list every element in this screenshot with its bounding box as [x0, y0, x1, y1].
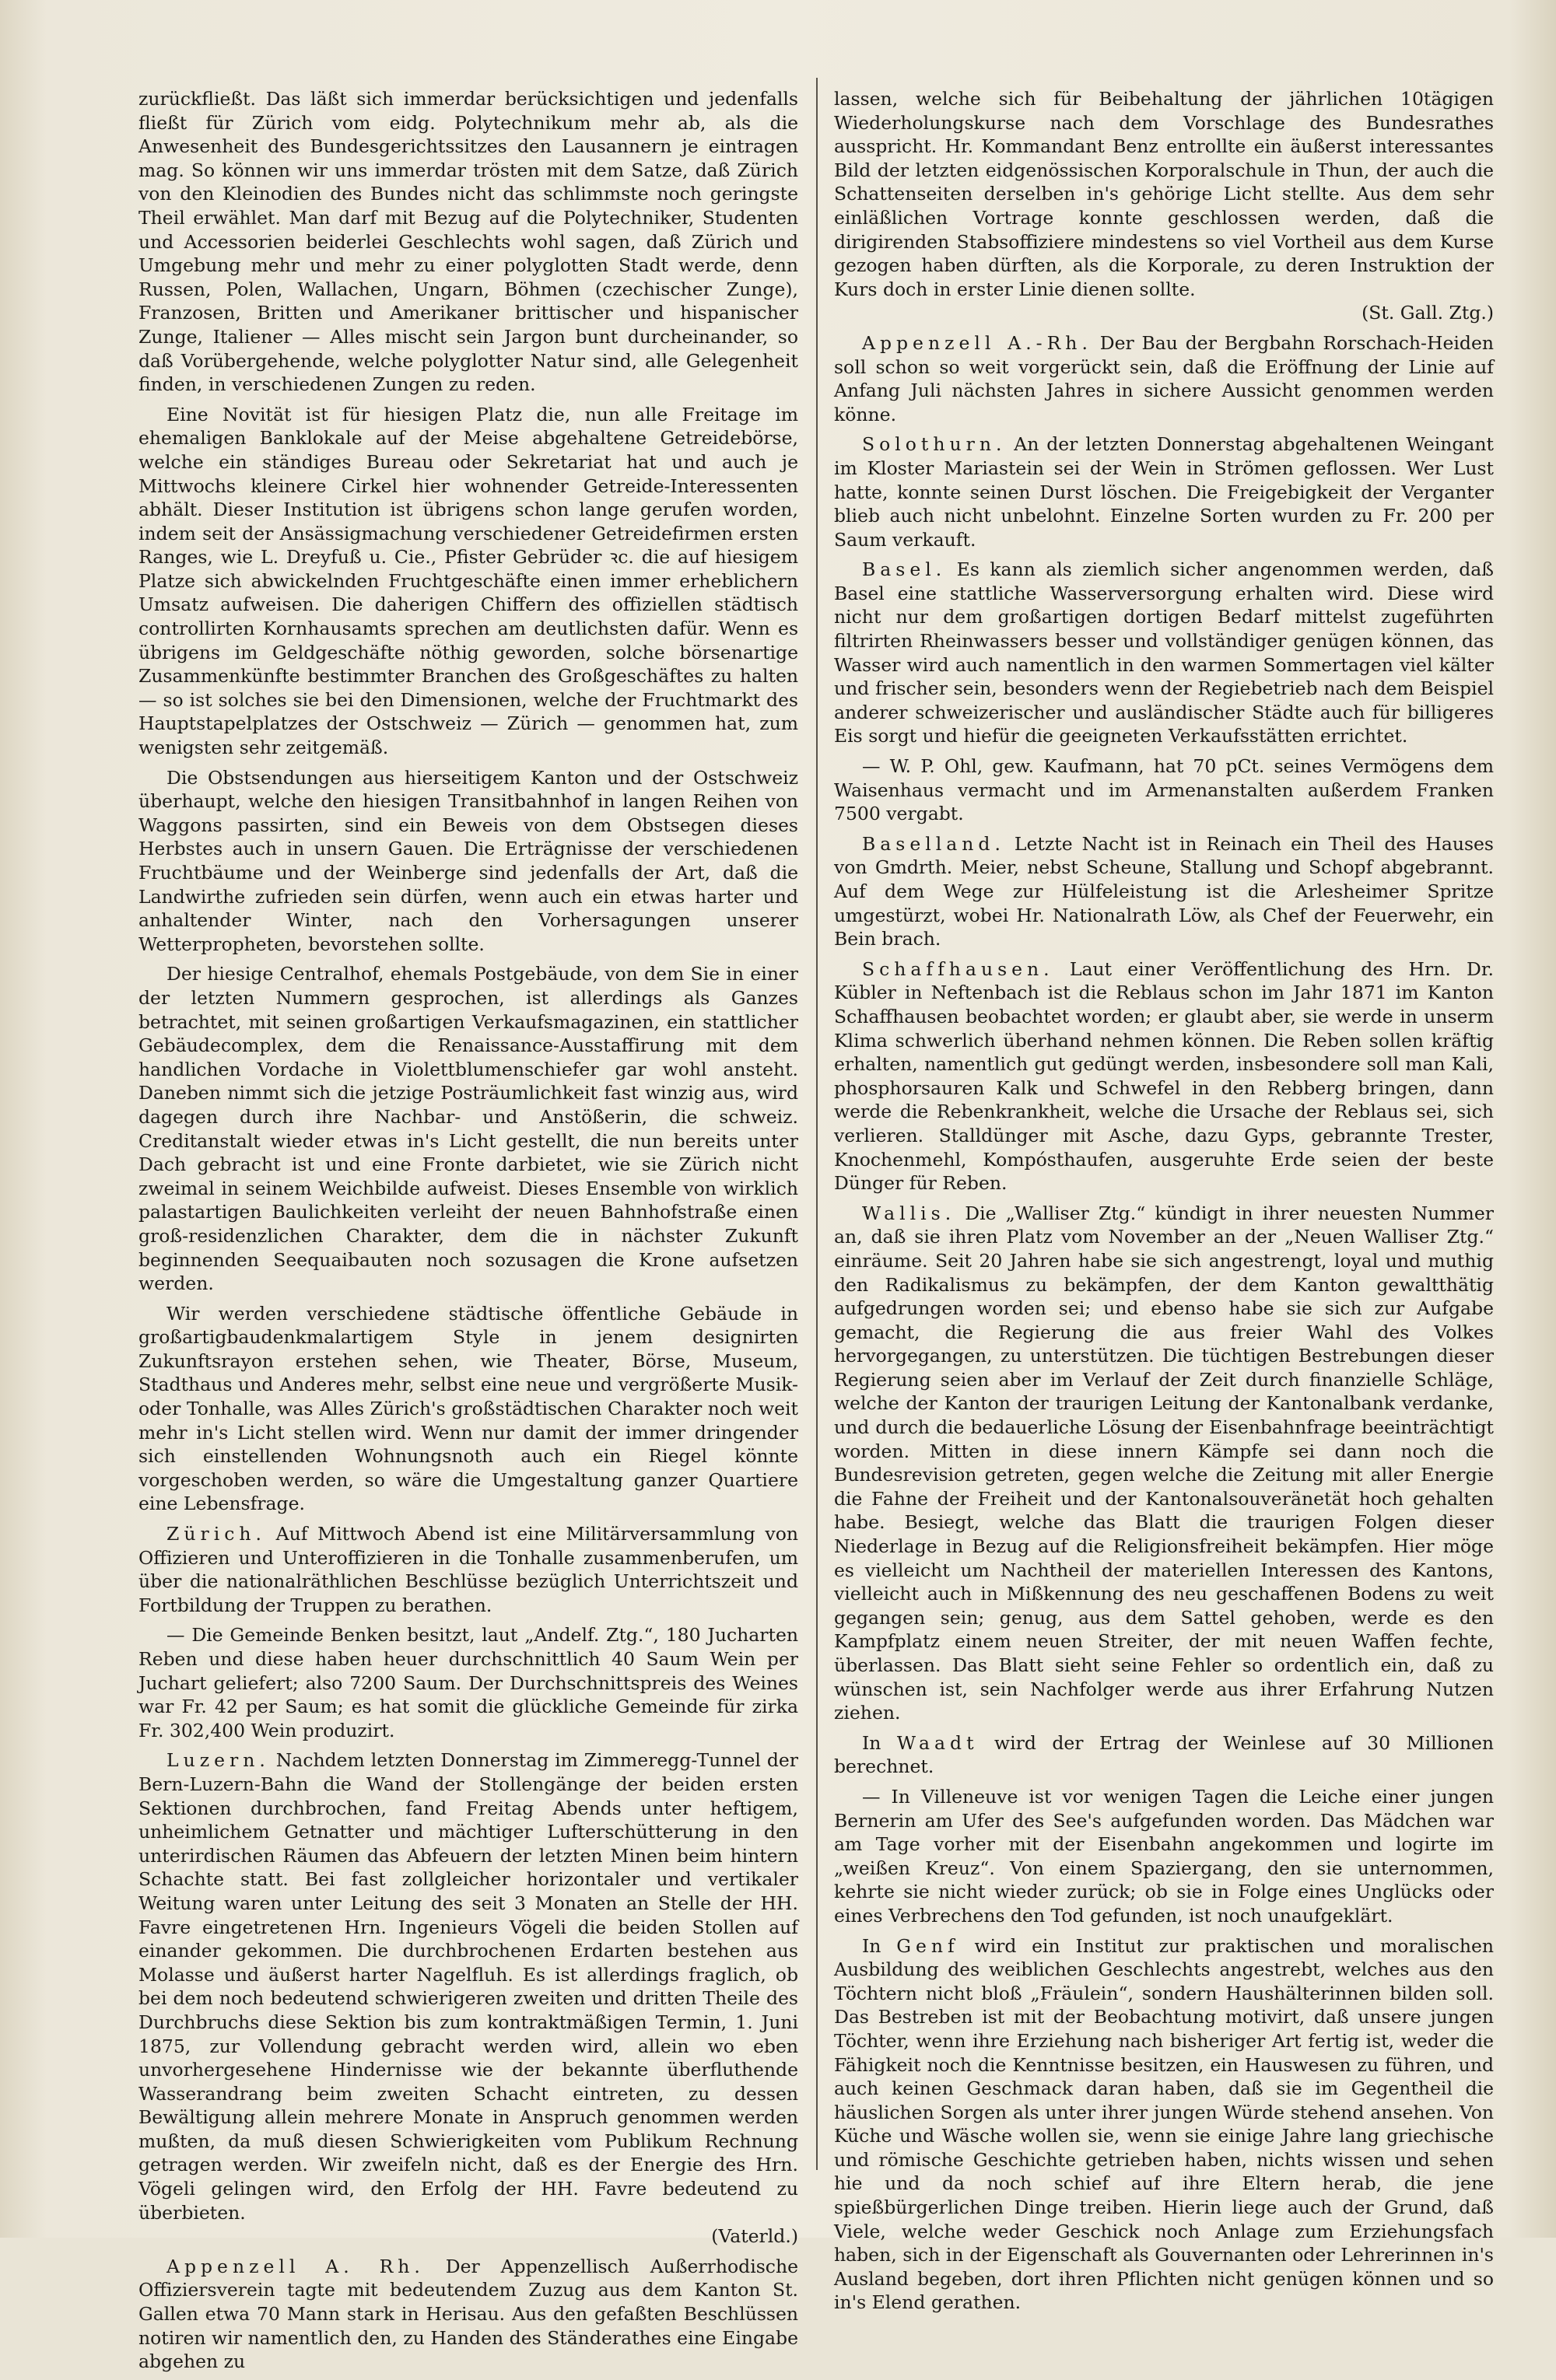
article-text: In [862, 1731, 897, 1754]
article-text: Laut einer Veröffentlichung des Hrn. Dr. Kübler in Neftenbach ist die Reblaus schon im Jahr 1871 im Kanton Schaffhausen beobachtet worden; er glaubt aber, sie werde in unserm Klima schwerlich überhand nehmen können. Die Reben sollen kräftig erhalten, namentlich gut gedüngt werden, insbesondere soll man Kali, phosphorsauren Kalk und Schwefel in den Rebberg bringen, dann werde die Rebenkrankheit, welche die Ursache der Reblaus sei, sich verlieren. Stalldünger mit Asche, dazu Gyps, gebrannte Trester, Knochenmehl, Kompósthaufen, ausgeruhte Erde seien der beste Dünger für Reben. [834, 957, 1494, 1195]
left-column [138, 87, 798, 2380]
article-text: Auf Mittwoch Abend ist eine Militärversammlung von Offizieren und Unteroffizieren in die Tonhalle zusammenberufen, um über die nationalräthlichen Beschlüsse bezüglich Unterrichtszeit und Fortbildung der Truppen zu berathen. [138, 1523, 798, 1616]
place-heading: Wallis. [862, 1202, 956, 1224]
article-paragraph: — In Villeneuve ist vor wenigen Tagen die Leiche einer jungen Bernerin am Ufer des See's aufgefunden worden. Das Mädchen war am Tage vorher mit der Eisenbahn angekommen und logirte im „weißen Kreuz“. Von einem Spaziergang, den sie unternommen, kehrte sie nicht wieder zurück; ob sie in Folge eines Unglücks oder eines Verbrechens den Tod gefunden, ist noch unaufgeklärt. [834, 1785, 1494, 1927]
article-zuerich [138, 1522, 798, 1617]
article-text: Es kann als ziemlich sicher angenommen werden, daß Basel eine stattliche Wasserversorgung erhalten wird. Diese wird nicht nur dem großartigen dortigen Bedarf mittelst zugeführten filtrirten Rheinwassers besser und vollständiger genügen können, das Wasser wird auch namentlich in den warmen Sommertagen viel kälter und frischer sein, besonders wenn der Regiebetrieb nach dem Beispiel anderer schweizerischer und ausländischer Städte auch für billigeres Eis sorgt und hiefür die geeigneten Verkaufsstätten errichtet. [834, 558, 1494, 747]
article-paragraph: Wir werden verschiedene städtische öffentliche Gebäude in großartigbaudenkmalartigem Style in jenem designirten Zukunftsrayon erstehen sehen, wie Theater, Börse, Museum, Stadthaus und Anderes mehr, selbst eine neue und vergrößerte Musik- oder Tonhalle, was Alles Zürich's großstädtischen Charakter noch weit mehr in's Licht stellen wird. Wenn nur damit der immer dringender sich einstellenden Wohnungsnoth auch ein Riegel könnte vorgeschoben werden, so wäre die Umgestaltung ganzer Quartiere eine Lebensfrage. [138, 1302, 798, 1515]
source-citation: (Vaterld.) [711, 2225, 798, 2248]
article-paragraph: — W. P. Ohl, gew. Kaufmann, hat 70 pCt. seines Vermögens dem Waisenhaus vermacht und im Armenanstalten außerdem Franken 7500 vergabt. [834, 755, 1494, 825]
place-heading: Schaffhausen. [862, 957, 1054, 980]
article-paragraph: — Die Gemeinde Benken besitzt, laut „Andelf. Ztg.“, 180 Jucharten Reben und diese haben heuer durchschnittlich 40 Saum Wein per Juchart geliefert; also 7200 Saum. Der Durchschnittspreis des Weines war Fr. 42 per Saum; es hat somit die glückliche Gemeinde für zirka Fr. 302,400 Wein produzirt. [138, 1624, 798, 1741]
article-text: In [862, 1934, 897, 1957]
article-text: Der Bau der Bergbahn Rorschach-Heiden soll schon so weit vorgerückt sein, daß die Eröffnung der Linie auf Anfang Juli nächsten Jahres in sichere Aussicht genommen werden könne. [834, 331, 1495, 425]
article-genf [834, 1934, 1494, 2315]
article-text: Letzte Nacht ist in Reinach ein Theil des Hauses von Gmdrth. Meier, nebst Scheune, Stallung und Schopf abgebrannt. Auf dem Wege zur Hülfeleistung ist die Arlesheimer Spritze umgestürzt, wobei Hr. Nationalrath Löw, als Chef der Feuerwehr, ein Bein brach. [834, 832, 1494, 950]
place-heading: Genf [896, 1934, 959, 1957]
right-column [834, 87, 1494, 2321]
article-basel [834, 558, 1494, 748]
article-paragraph: zurückfließt. Das läßt sich immerdar berücksichtigen und jedenfalls fließt für Zürich vom eidg. Polytechnikum mehr ab, als die Anwesenheit des Bundesgerichtssitzes den Lausannern je eintragen mag. So können wir uns immerdar trösten mit dem Satze, daß Zürich von den Kleinodien des Bundes nicht das schlimmste noch geringste Theil erwählet. Man darf mit Bezug auf die Polytechniker, Studenten und Accessorien beiderlei Geschlechts wohl sagen, daß Zürich und Umgebung mehr und mehr zu einer polyglotten Stadt werde, denn Russen, Polen, Wallachen, Ungarn, Böhmen (czechischer Zunge), Franzosen, Britten und Amerikaner brittischer und hispanischer Zunge, Italiener — Alles mischt sein Jargon bunt durcheinander, so daß Vorübergehende, welche polyglotter Natur sind, alle Gelegenheit finden, in verschiedenen Zungen zu reden. [138, 88, 798, 396]
place-heading: Appenzell A.-Rh. [862, 331, 1092, 354]
place-heading: Appenzell A. Rh. [166, 2255, 425, 2277]
article-appenzell [138, 2255, 798, 2374]
place-heading: Solothurn. [862, 433, 1007, 456]
article-paragraph: Der hiesige Centralhof, ehemals Postgebäude, von dem Sie in einer der letzten Nummern gesprochen, ist allerdings als Ganzes betrachtet, mit seinen großartigen Verkaufsmagazinen, ein stattlicher Gebäudecomplex, dem die Renaissance-Ausstaffirung mit dem handlichen Vordache in Violettblumenschiefer gar wohl ansteht. Daneben nimmt sich die jetzige Posträumlichkeit fast winzig aus, wird dagegen durch ihre Nachbar- und Anstößerin, die schweiz. Creditanstalt wieder etwas in's Licht gestellt, die nun bereits unter Dach gebracht ist und eine Fronte darbietet, wie sie Zürich nicht zweimal in seinem Weichbilde aufweist. Dieses Ensemble von wirklich palastartigen Baulichkeiten verleiht der neuen Bahnhofstraße einen groß-residenzlichen Charakter, dem die in nächster Zukunft beginnenden Seequaibauten noch sozusagen die Krone aufsetzen werden. [138, 963, 798, 1295]
article-text: Der Appenzellisch Außerrhodische Offiziersverein tagte mit bedeutendem Zuzug aus dem Kanton St. Gallen etwa 70 Mann stark in Herisau. Aus den gefaßten Beschlüssen notiren wir namentlich den, zu Handen des Ständerathes eine Eingabe abgehen zu [138, 2255, 798, 2373]
article-wallis [834, 1202, 1494, 1725]
source-citation: (St. Gall. Ztg.) [1362, 302, 1494, 324]
article-baselland [834, 832, 1494, 951]
article-appenzell-bahn [834, 331, 1494, 426]
article-schaffhausen [834, 957, 1494, 1195]
article-text: Nachdem letzten Donnerstag im Zimmeregg-Tunnel der Bern-Luzern-Bahn die Wand der Stollengänge der beiden ersten Sektionen durchbrochen, fand Freitag Abends unter heftigem, unheimlichem Getnatter und mächtiger Lufterschütterung in den unterirdischen Räumen das Abfeuern der letzten Minen beim hintern Schachte statt. Bei fast zollgleicher horizontaler und vertikaler Weitung waren unter Leitung des seit 3 Monaten an Stelle der HH. Favre eingetretenen Hrn. Ingenieurs Vögeli die beiden Stollen auf einander gekommen. Die durchbrochenen Erdarten bestehen aus Molasse und äußerst harter Nagelfluh. Es ist allerdings fraglich, ob bei dem noch bedeutend schwierigeren zweiten und dritten Theile des Durchbruchs diese Sektion bis zum kontraktmäßigen Termin, 1. Juni 1875, zur Vollendung gebracht werden wird, allein wo eben unvorhergesehene Hindernisse wie der bekannte überfluthende Wasserandrang beim zweiten Schacht eintreten, zu dessen Bewältigung allein mehrere Monate in Anspruch genommen werden mußten, da muß diesen Schwierigkeiten vom Publikum Rechnung getragen werden. Wir zweifeln nicht, daß es der Energie des Hrn. Vögeli gelingen wird, den Erfolg der HH. Favre bedeutend zu überbieten. [138, 1749, 798, 2224]
article-paragraph: Eine Novität ist für hiesigen Platz die, nun alle Freitage im ehemaligen Banklokale auf der Meise abgehaltene Getreidebörse, welche ein ständiges Bureau oder Sekretariat hat und auch je Mittwochs kleinere Cirkel hier wohnender Getreide-Interessenten abhält. Dieser Institution ist übrigens schon lange gerufen worden, indem seit der Ansässigmachung verschiedener Getreidefirmen ersten Ranges, wie L. Dreyfuß u. Cie., Pfister Gebrüder ꝛc. die auf hiesigem Platze sich abwickelnden Fruchtgeschäfte einen immer erheblichern Umsatz aufweisen. Die daherigen Chiffern des offiziellen städtisch controllirten Kornhausamts sprechen am deutlichsten dafür. Wenn es übrigens im Geldgeschäfte nöthig geworden, solche börsenartige Zusammenkünfte bestimmter Branchen des Großgeschäftes zu halten — so ist solches sie bei den Dimensionen, welche der Fruchtmarkt des Hauptstapelplatzes der Ostschweiz — Zürich — genommen hat, zum wenigsten sehr zeitgemäß. [138, 403, 798, 759]
place-heading: Baselland. [862, 832, 1005, 855]
article-text: wird der Ertrag der Weinlese auf 30 Millionen berechnet. [834, 1731, 1494, 1778]
article-text: An der letzten Donnerstag abgehaltenen Weingant im Kloster Mariastein sei der Wein in Strömen geflossen. Wer Lust hatte, konnte seinen Durst löschen. Die Freigebigkeit der Verganter blieb auch nicht unbelohnt. Einzelne Sorten wurden zu Fr. 200 per Saum verkauft. [834, 433, 1494, 551]
article-paragraph: Die Obstsendungen aus hierseitigem Kanton und der Ostschweiz überhaupt, welche den hiesigen Transitbahnhof in langen Reihen von Waggons passirten, sind ein Beweis von dem Obstsegen dieses Herbstes auch in unsern Gauen. Die Erträgnisse der verschiedenen Fruchtbäume und der Weinberge sind jedenfalls der Art, daß die Landwirthe zufrieden sein dürfen, wenn auch ein etwas harter und anhaltender Winter, nach den Vorhersagungen unserer Wetterpropheten, bevorstehen sollte. [138, 766, 798, 955]
article-waadt [834, 1731, 1494, 1779]
article-solothurn [834, 432, 1494, 551]
column-divider [816, 78, 818, 2170]
place-heading: Waadt [896, 1731, 979, 1754]
article-paragraph: lassen, welche sich für Beibehaltung der jährlichen 10tägigen Wiederholungskurse nach dem Vorschlage des Bundesrathes ausspricht. Hr. Kommandant Benz entrollte ein äußerst interessantes Bild der letzten eidgenössischen Korporalschule in Thun, der auch die Schattenseiten derselben in's gehörige Licht stellte. Aus dem sehr einläßlichen Vortrage konnte geschlossen werden, daß die dirigirenden Stabsoffiziere mindestens so viel Vortheil aus dem Kurse gezogen haben dürften, als die Korporale, zu deren Instruktion der Kurs doch in erster Linie dienen sollte. [834, 88, 1494, 300]
place-heading: Luzern. [166, 1749, 270, 1772]
article-text: Die „Walliser Ztg.“ kündigt in ihrer neuesten Nummer an, daß sie ihren Platz vom November an der „Neuen Walliser Ztg.“ einräume. Seit 20 Jahren habe sie sich angestrengt, loyal und muthig den Radikalismus zu bekämpfen, der dem Kanton gewaltthätig aufgedrungen worden sei; und ebenso habe sie sich zur Aufgabe gemacht, die Regierung die aus freier Wahl des Volkes hervorgegangen, zu unterstützen. Die tüchtigen Bestrebungen dieser Regierung seien aber im Verlauf der Zeit durch finanzielle Schläge, welche der Kanton der traurigen Leitung der Kantonalbank verdanke, und durch die bedauerliche Lösung der Eisenbahnfrage beeinträchtigt worden. Mitten in diese innern Kämpfe sei dann noch die Bundesrevision getreten, gegen welche die Zeitung mit aller Energie die Fahne der Freiheit und der Kantonalsouveränetät hoch gehalten habe. Besiegt, welche das Blatt die traurigen Folgen dieser Niederlage in Bezug auf die Religionsfreiheit bekämpfen. Hier möge es vielleicht um Nachtheil der materiellen Interessen des Kantons, vielleicht auch in Mißkennung des neu geschaffenen Bodens zu weit gegangen sein; genug, aus dem Sattel gehoben, werde es den Kampfplatz einem neuen Streiter, der mit neuen Waffen fechte, überlassen. Das Blatt sieht seine Fehler so ordentlich ein, daß zu wünschen ist, sein Nachfolger werde aus ihrer Erfahrung Nutzen ziehen. [834, 1202, 1494, 1724]
place-heading: Basel. [862, 558, 947, 581]
article-luzern [138, 1748, 798, 2224]
place-heading: Zürich. [166, 1523, 266, 1545]
article-text: wird ein Institut zur praktischen und moralischen Ausbildung des weiblichen Geschlechts angestrebt, welches aus den Töchtern nicht bloß „Fräulein“, sondern Haushälterinnen bilden soll. Das Bestreben ist mit der Beobachtung motivirt, daß unsere jungen Töchter, wenn ihre Erziehung nach bisheriger Art fertig ist, weder die Fähigkeit noch die Kenntnisse besitzen, ein Hauswesen zu führen, und auch keinen Geschmack daran haben, daß sie im Gegentheil die häuslichen Sorgen als unter ihrer jungen Würde stehend ansehen. Von Küche und Wäsche wollen sie, wenn sie einige Jahre lang griechische und römische Geschichte getrieben haben, nichts wissen und sehen hie und da noch schief auf ihre Eltern herab, die jene spießbürgerlichen Dinge treiben. Hierin liege auch der Grund, daß Viele, welche weder Geschick noch Anlage zum Erziehungsfach haben, sich in der Eigenschaft als Gouvernanten oder Lehrerinnen in's Ausland begeben, dort ihren Pflichten nicht genügen können und so in's Elend gerathen. [834, 1934, 1494, 2314]
